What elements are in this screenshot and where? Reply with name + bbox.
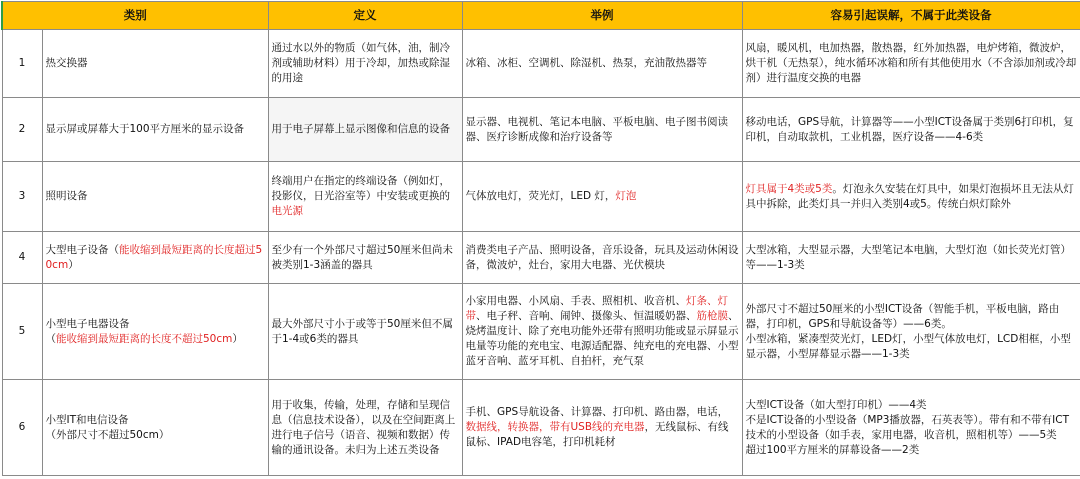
cell-text: 显示屏或屏幕大于100平方厘米的显示设备 [45,123,245,135]
table-row [2,284,1080,380]
definition-cell[interactable] [268,380,462,476]
highlighted-text: 能收缩到最短距离的长度不超过50cm [56,332,233,345]
table-row [2,232,1080,284]
cell-text: 最大外部尺寸小于或等于50厘米但不属于1-4或6类的器具 [271,317,453,345]
category-name-cell[interactable] [42,98,268,162]
cell-text: 用于电子屏幕上显示图像和信息的设备 [271,123,450,135]
cell-text: 终端用户在指定的终端设备（例如灯，投影仪，日光浴室等）中安装或更换的 [271,175,450,202]
highlighted-text: 能收缩到最短距离的长度超过50cm [45,243,263,271]
cell-text: 。灯泡永久安装在灯具中，如果灯泡损坏且无法从灯具中拆除，此类灯具一并归入类别4或5。传统白炽灯除外 [745,182,1074,210]
cell-text: 外部尺寸不超过50厘米的小型ICT设备（智能手机，平板电脑，路由器，打印机，GPS和导航设备等）——6类。 小型冰箱，紧凑型荧光灯，LED灯，小型气体放电灯，LCD相框，小型显示器，小型屏幕显示器——1-3类 [745,302,1071,360]
definition-cell[interactable] [268,232,462,284]
table-row [2,30,1080,98]
row-number-cell[interactable]: 4 [2,232,42,284]
cell-text: 照明设备 [45,190,88,202]
cell-text: 手机、GPS导航设备、计算器、打印机、路由器，电话， [465,406,729,418]
highlighted-text: 灯泡 [615,190,637,202]
definition-cell[interactable] [268,284,462,380]
exclusions-cell[interactable] [742,30,1080,98]
examples-cell[interactable] [462,284,742,380]
exclusions-cell[interactable] [742,284,1080,380]
examples-cell[interactable] [462,232,742,284]
exclusions-cell[interactable] [742,232,1080,284]
definition-cell[interactable] [268,98,462,162]
cell-text: 用于收集，传输，处理，存储和呈现信息（信息技术设备），以及在空间距离上进行电子信号（语音、视频和数据）传输的通讯设备。未归为上述五类设备 [271,398,456,456]
cell-text: 气体放电灯，荧光灯，LED 灯， [465,190,616,202]
definition-cell[interactable] [268,162,462,232]
cell-text: ，无线鼠标、有线鼠标、IPAD电容笔，打印机耗材 [465,421,729,448]
header-definition[interactable]: 定义 [268,2,462,30]
cell-text: 消费类电子产品、照明设备，音乐设备，玩具及运动休闲设备，微波炉，灶台，家用大电器、光伏模块 [465,243,739,271]
cell-text: 冰箱、冰柜、空调机、除湿机、热泵，充油散热器等 [465,57,707,69]
exclusions-cell[interactable] [742,380,1080,476]
category-name-cell[interactable] [42,30,268,98]
examples-cell[interactable] [462,162,742,232]
cell-text: 至少有一个外部尺寸超过50厘米但尚未被类别1-3涵盖的器具 [271,243,453,271]
cell-text: （ [45,332,56,345]
cell-text: 、电子秤、音响、闹钟、摄像头、恒温暖奶器、 [476,310,697,322]
cell-text: 小家用电器、小风扇、手表、照相机、收音机、 [465,295,686,307]
examples-cell[interactable] [462,30,742,98]
highlighted-text: 灯条、灯带 [465,295,728,322]
cell-text: 大型ICT设备（如大型打印机）——4类 不是ICT设备的小型设备（MP3播放器，石英表等）。带有和不带有ICT技术的小型设备（如手表，家用电器，收音机，照相机等）——5类 超过100平方厘米的屏幕设备——2类 [745,398,1070,456]
table-row [2,98,1080,162]
cell-text: 小型IT和电信设备 （外部尺寸不超过50cm） [45,413,170,441]
cell-text: 大型冰箱，大型显示器，大型笔记本电脑，大型灯泡（如长荧光灯管）等——1-3类 [745,243,1071,271]
cell-text: 小型电子电器设备 [45,317,130,330]
examples-cell[interactable] [462,98,742,162]
header-exclusions[interactable]: 容易引起误解，不属于此类设备 [742,2,1080,30]
category-name-cell[interactable] [42,380,268,476]
row-number-cell[interactable]: 1 [2,30,42,98]
examples-cell[interactable] [462,380,742,476]
row-number-cell[interactable]: 6 [2,380,42,476]
row-number-cell[interactable]: 3 [2,162,42,232]
product-category-table [1,1,1080,476]
cell-text: 通过水以外的物质（如气体，油，制冷剂或辅助材料）用于冷却，加热或除湿的用途 [271,42,450,84]
row-number-cell[interactable]: 5 [2,284,42,380]
cell-text: 大型电子设备（ [45,243,119,256]
category-name-cell[interactable] [42,162,268,232]
cell-text: ） [232,332,243,345]
cell-text: ） [68,258,79,271]
table-row [2,162,1080,232]
category-name-cell[interactable] [42,232,268,284]
highlighted-text: 灯具属于4类或5类 [745,182,833,195]
exclusions-cell[interactable] [742,162,1080,232]
exclusions-cell[interactable] [742,98,1080,162]
table-row [2,380,1080,476]
cell-text: 风扇，暖风机，电加热器，散热器，红外加热器，电炉烤箱，微波炉，烘干机（无热泵），纯水循环冰箱和所有其他使用水（不含添加剂或冷却剂）进行温度交换的电器 [745,42,1077,84]
cell-text: 移动电话，GPS导航，计算器等——小型ICT设备属于类别6打印机，复印机，自动取款机，工业机器，医疗设备——4-6类 [745,115,1074,143]
category-name-cell[interactable] [42,284,268,380]
cell-text: 、烧烤温度计、除了充电功能外还带有照明功能或显示屏显示电量等功能的充电宝、电源适配器、纯充电的充电器、小型蓝牙音响、蓝牙耳机、自拍杆，充气泵 [465,310,739,367]
header-examples[interactable]: 举例 [462,2,742,30]
header-row [2,2,1080,30]
highlighted-text: 筋枪膜 [696,310,728,322]
cell-text: 显示器、电视机、笔记本电脑、平板电脑、电子图书阅读器、医疗诊断成像和治疗设备等 [465,115,728,143]
highlighted-text: 电光源 [271,205,303,217]
highlighted-text: 数据线，转换器，带有USB线的充电器 [465,421,645,433]
row-number-cell[interactable]: 2 [2,98,42,162]
header-category[interactable]: 类别 [2,2,268,30]
definition-cell[interactable] [268,30,462,98]
cell-text: 热交换器 [45,57,88,69]
